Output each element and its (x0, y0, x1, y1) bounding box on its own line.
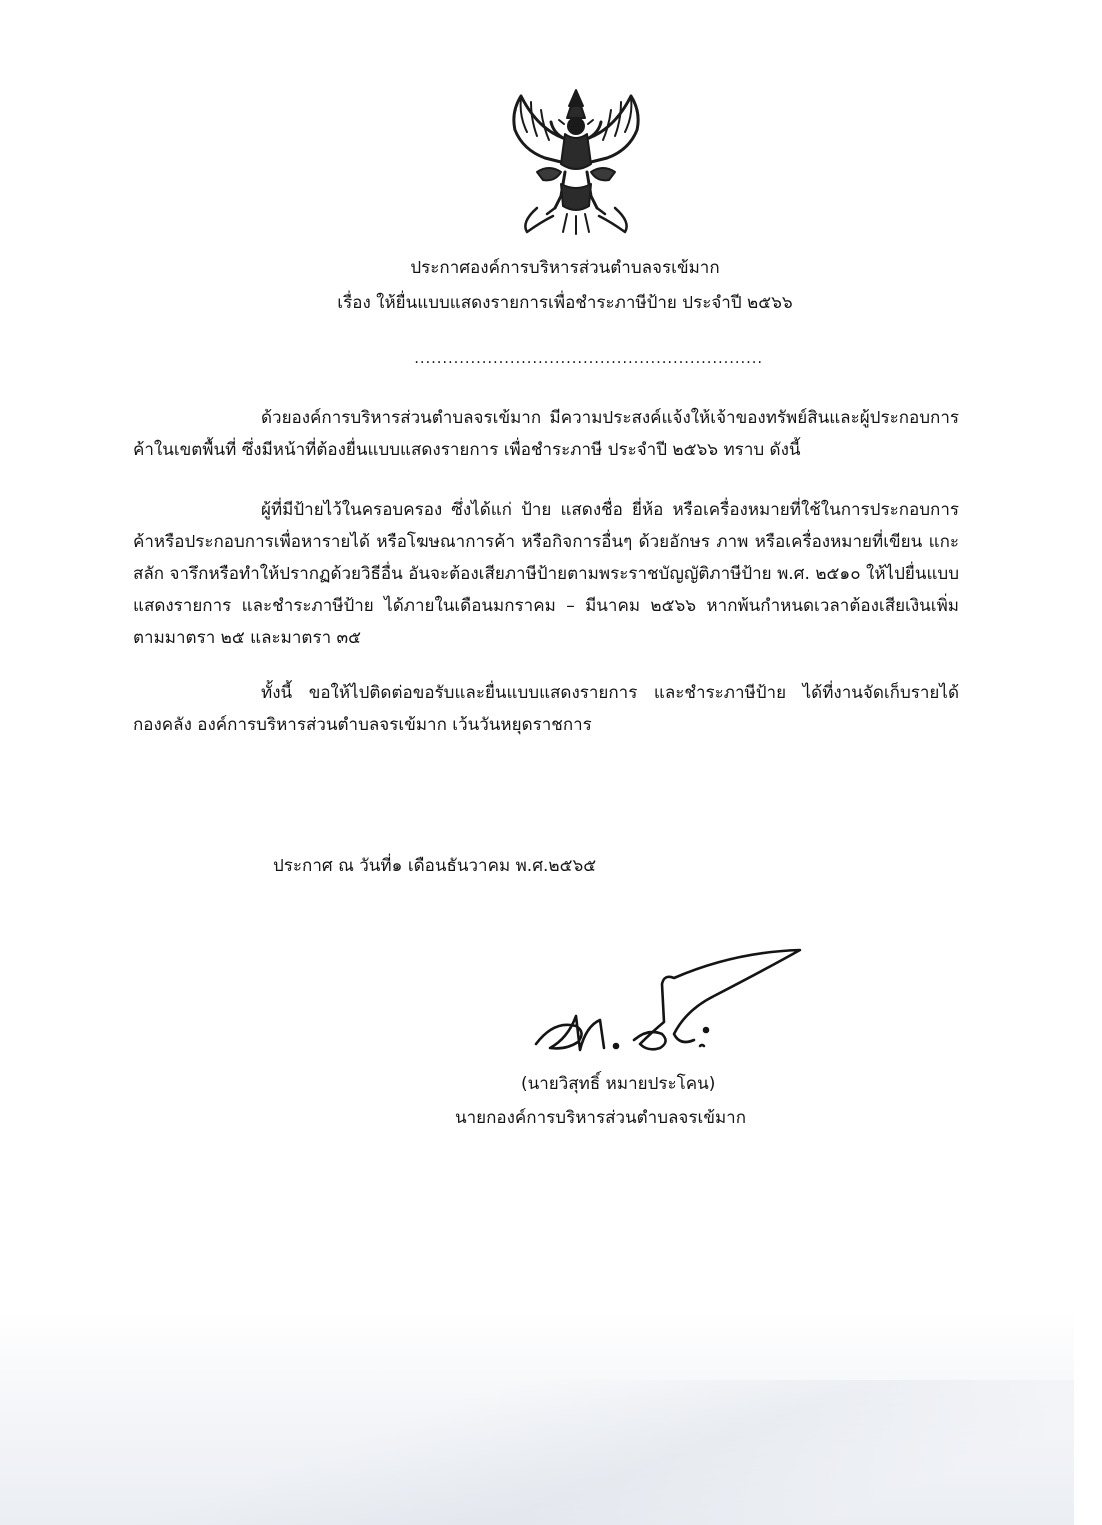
paper-fold-shadow (0, 1380, 1074, 1525)
garuda-emblem-icon (497, 76, 655, 236)
signer-name: (นายวิสุทธิ์ หมายประโคน) (521, 1074, 716, 1094)
paragraph-intro: ด้วยองค์การบริหารส่วนตำบลจรเข้มาก มีความประสงค์แจ้งให้เจ้าของทรัพย์สินและผู้ประกอบการค้าในเขตพื้นที่ ซึ่งมีหน้าที่ต้องยื่นแบบแสดงรายการ เพื่อชำระภาษี ประจำปี ๒๕๖๖ ทราบ ดังนี้ (133, 408, 959, 460)
announcement-header-line1: ประกาศองค์การบริหารส่วนตำบลจรเข้มาก (410, 258, 720, 278)
paragraph-contact: ทั้งนี้ ขอให้ไปติดต่อขอรับและยื่นแบบแสดงรายการ และชำระภาษีป้าย ได้ที่งานจัดเก็บรายได้ กองคลัง องค์การบริหารส่วนตำบลจรเข้มาก เว้นวันหยุดราชการ (133, 683, 959, 735)
announcement-subject: เรื่อง ให้ยื่นแบบแสดงรายการเพื่อชำระภาษีป้าย ประจำปี ๒๕๖๖ (337, 293, 793, 313)
handwritten-signature (524, 944, 814, 1064)
signer-position: นายกองค์การบริหารส่วนตำบลจรเข้มาก (455, 1108, 746, 1128)
announcement-date: ประกาศ ณ วันที่๑ เดือนธันวาคม พ.ศ.๒๕๖๕ (273, 856, 597, 876)
separator-line: .............................................................. (413, 352, 762, 366)
paragraph-requirements: ผู้ที่มีป้ายไว้ในครอบครอง ซึ่งได้แก่ ป้าย แสดงชื่อ ยี่ห้อ หรือเครื่องหมายที่ใช้ในการประกอบการค้าหรือประกอบการเพื่อหารายได้ หรือโฆษณาการค้า หรือกิจการอื่นๆ ด้วยอักษร ภาพ หรือเครื่องหมายที่เขียน แกะสลัก จารึกหรือทำให้ปรากฏด้วยวิธีอื่น อันจะต้องเสียภาษีป้ายตามพระราชบัญญัติภาษีป้าย พ.ศ. ๒๕๑๐ ให้ไปยื่นแบบแสดงรายการ และชำระภาษีป้าย ได้ภายในเดือนมกราคม – มีนาคม ๒๕๖๖ หากพ้นกำหนดเวลาต้องเสียเงินเพิ่มตามมาตรา ๒๕ และมาตรา ๓๕ (133, 500, 959, 648)
